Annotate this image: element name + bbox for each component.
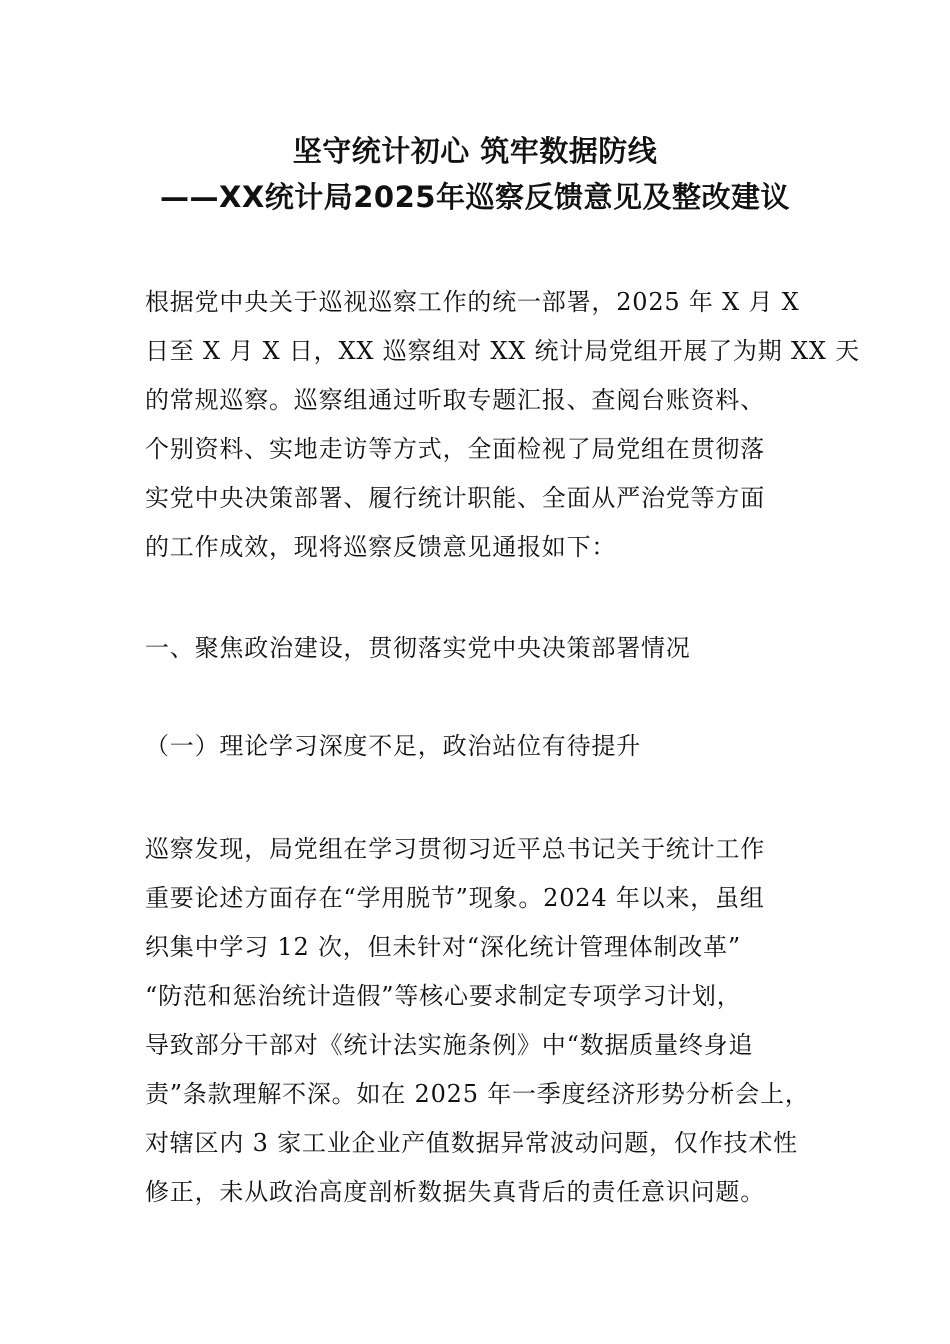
intro-line: 的常规巡察。巡察组通过听取专题汇报、查阅台账资料、 <box>145 386 765 414</box>
finding-line: 织集中学习 12 次，但未针对“深化统计管理体制改革” <box>145 933 741 961</box>
finding-line: 巡察发现，局党组在学习贯彻习近平总书记关于统计工作 <box>145 835 765 863</box>
subsection-heading-text: （一）理论学习深度不足，政治站位有待提升 <box>145 732 641 760</box>
intro-line: 根据党中央关于巡视巡察工作的统一部署，2025 年 X 月 X <box>145 288 800 316</box>
finding-line: 修正，未从政治高度剖析数据失真背后的责任意识问题。 <box>145 1178 765 1206</box>
title-line-2: ——XX统计局2025年巡察反馈意见及整改建议 <box>160 180 790 214</box>
finding-paragraph <box>145 825 825 1217</box>
finding-line: 责”条款理解不深。如在 2025 年一季度经济形势分析会上， <box>145 1080 810 1108</box>
intro-line: 日至 X 月 X 日，XX 巡察组对 XX 统计局党组开展了为期 XX 天 <box>145 337 860 365</box>
intro-line: 的工作成效，现将巡察反馈意见通报如下： <box>145 533 617 561</box>
intro-paragraph <box>145 278 860 572</box>
section-heading-text: 一、聚焦政治建设，贯彻落实党中央决策部署情况 <box>145 634 691 662</box>
title-line-1: 坚守统计初心 筑牢数据防线 <box>292 134 658 168</box>
finding-line: 重要论述方面存在“学用脱节”现象。2024 年以来，虽组 <box>145 884 765 912</box>
intro-line: 实党中央决策部署、履行统计职能、全面从严治党等方面 <box>145 484 765 512</box>
finding-line: 对辖区内 3 家工业企业产值数据异常波动问题，仅作技术性 <box>145 1129 798 1157</box>
document-title <box>0 128 950 220</box>
subsection-heading <box>145 722 825 771</box>
finding-line: “防范和惩治统计造假”等核心要求制定专项学习计划， <box>145 982 742 1010</box>
finding-line: 导致部分干部对《统计法实施条例》中“数据质量终身追 <box>145 1031 754 1059</box>
section-heading <box>145 624 825 673</box>
intro-line: 个别资料、实地走访等方式，全面检视了局党组在贯彻落 <box>145 435 765 463</box>
